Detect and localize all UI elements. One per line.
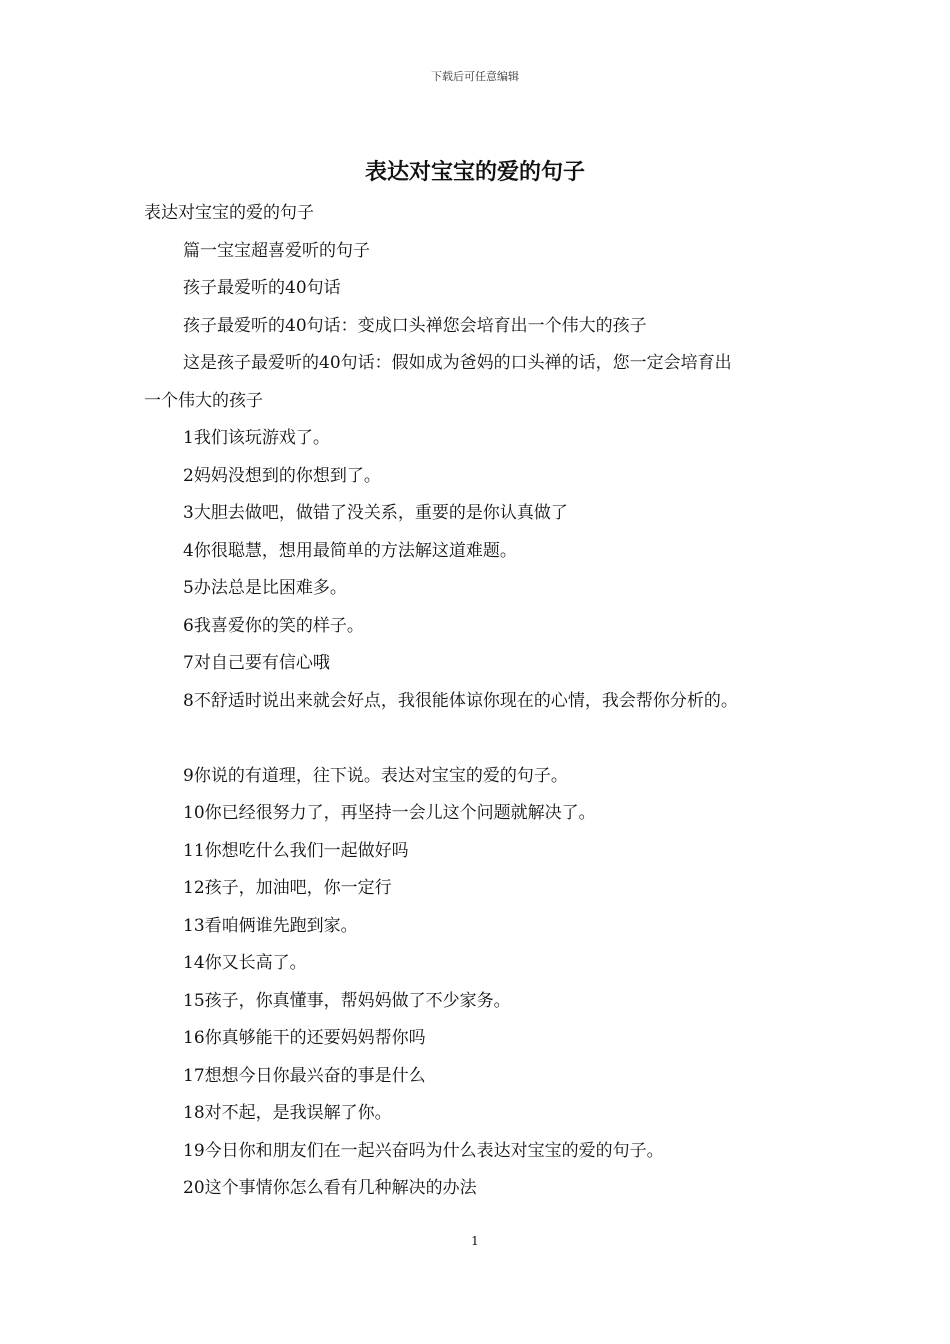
document-body	[144, 200, 824, 1213]
list-item: 20这个事情你怎么看有几种解决的办法	[183, 1178, 477, 1198]
list-item: 11你想吃什么我们一起做好吗	[183, 840, 409, 861]
list-item: 2妈妈没想到的你想到了。	[183, 465, 381, 486]
list-item: 15孩子，你真懂事，帮妈妈做了不少家务。	[183, 990, 511, 1011]
list-item: 1我们该玩游戏了。	[183, 428, 330, 448]
blank-line	[144, 725, 824, 763]
list-item: 16你真够能干的还要妈妈帮你吗	[183, 1028, 426, 1048]
list-item: 12孩子，加油吧，你一定行	[183, 878, 392, 898]
list-item: 17想想今日你最兴奋的事是什么	[183, 1065, 426, 1086]
paragraph-line: 一个伟大的孩子	[144, 390, 263, 411]
list-item: 13看咱俩谁先跑到家。	[183, 915, 358, 936]
document-title: 表达对宝宝的爱的句子	[364, 159, 585, 185]
list-item: 18对不起，是我误解了你。	[183, 1103, 392, 1123]
list-item: 9你说的有道理，往下说。表达对宝宝的爱的句子。	[183, 765, 568, 786]
paragraph-line: 这是孩子最爱听的40句话：假如成为爸妈的口头禅的话，您一定会培育出	[183, 353, 732, 373]
list-item: 10你已经很努力了，再坚持一会儿这个问题就解决了。	[183, 803, 596, 823]
header-note: 下载后可任意编辑	[431, 70, 519, 83]
page-number: 1	[471, 1234, 479, 1248]
paragraph-line: 篇一宝宝超喜爱听的句子	[183, 240, 370, 261]
list-item: 6我喜爱你的笑的样子。	[183, 615, 364, 636]
list-item: 3大胆去做吧，做错了没关系，重要的是你认真做了	[183, 503, 568, 523]
list-item: 7对自己要有信心哦	[183, 653, 330, 673]
list-item: 14你又长高了。	[183, 953, 307, 973]
paragraph-line: 孩子最爱听的40句话：变成口头禅您会培育出一个伟大的孩子	[183, 315, 647, 336]
list-item: 8不舒适时说出来就会好点，我很能体谅你现在的心情，我会帮你分析的。	[183, 690, 738, 711]
paragraph-line: 表达对宝宝的爱的句子	[144, 203, 314, 223]
list-item: 4你很聪慧，想用最简单的方法解这道难题。	[183, 540, 517, 561]
list-item: 5办法总是比困难多。	[183, 578, 347, 598]
paragraph-line: 孩子最爱听的40句话	[183, 278, 341, 298]
list-item: 19今日你和朋友们在一起兴奋吗为什么表达对宝宝的爱的句子。	[183, 1140, 664, 1161]
